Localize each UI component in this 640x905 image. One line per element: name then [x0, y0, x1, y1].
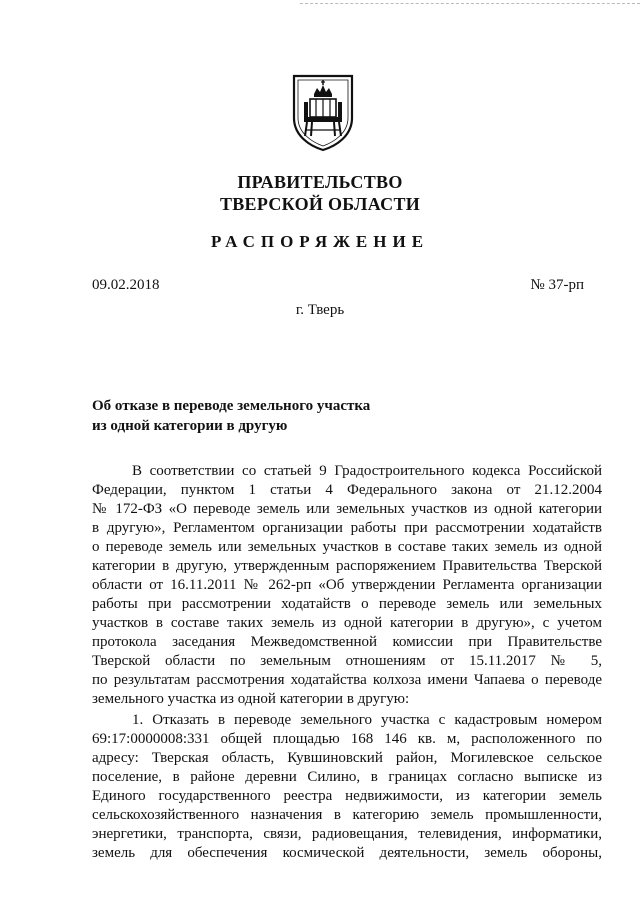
- body-text-line: протокола заседания Межведомственной комиссии при Правительстве: [92, 634, 602, 650]
- body-text-line: в другую», Регламентом организации работы при рассмотрении ходатайств: [92, 520, 602, 536]
- document-subject: [92, 396, 370, 436]
- scan-artifact-line: [300, 3, 640, 6]
- government-title-line1: ПРАВИТЕЛЬСТВО: [237, 172, 403, 192]
- body-text-line: области от 16.11.2011 № 262-рп «Об утверждении Регламента организации: [92, 577, 602, 593]
- body-text-line: адресу: Тверская область, Кувшиновский район, Могилевское сельское: [92, 750, 602, 766]
- body-text-line: участков в составе таких земель из одной категории в другую», с учетом: [92, 615, 602, 631]
- body-text-line: Федерации, пунктом 1 статьи 4 Федерального закона от 21.12.2004: [92, 482, 602, 498]
- body-text-line: поселение, в районе деревни Силино, в границах согласно выписке из: [92, 769, 602, 785]
- body-text-line: сельскохозяйственного назначения в категорию земель промышленности,: [92, 807, 602, 823]
- tver-coat-of-arms-icon: [290, 72, 356, 152]
- subject-line: Об отказе в переводе земельного участка: [92, 398, 371, 414]
- government-title-line2: ТВЕРСКОЙ ОБЛАСТИ: [219, 194, 421, 214]
- body-text-line: земель для обеспечения космической деятельности, земель обороны,: [92, 845, 602, 861]
- body-text-line: энергетики, транспорта, связи, радиовещания, телевидения, информатики,: [92, 826, 602, 842]
- document-date: 09.02.2018: [92, 277, 160, 293]
- body-text-line: 69:17:0000008:331 общей площадью 168 146 кв. м, расположенного по: [92, 731, 602, 747]
- body-text-line: земельного участка из одной категории в другую:: [92, 691, 410, 707]
- body-text-line: В соответствии со статьей 9 Градостроительного кодекса Российской: [132, 463, 602, 479]
- body-text-line: № 172-ФЗ «О переводе земель или земельных участков из одной категории: [92, 501, 602, 517]
- body-text-line: Единого государственного реестра недвижимости, из категории земель: [92, 788, 602, 804]
- document-number: № 37-рп: [530, 277, 584, 293]
- document-type-heading: РАСПОРЯЖЕНИЕ: [210, 232, 430, 251]
- body-text-line: Тверской области по земельным отношениям от 15.11.2017 № 5,: [92, 653, 602, 669]
- subject-line: из одной категории в другую: [92, 418, 288, 434]
- body-text-line: о переводе земель или земельных участков в составе таких земель из одной: [92, 539, 602, 555]
- body-text-line: 1. Отказать в переводе земельного участка с кадастровым номером: [132, 712, 602, 728]
- body-text-line: по результатам рассмотрения ходатайства колхоза имени Чапаева о переводе: [92, 672, 602, 688]
- body-text-line: работы при рассмотрении ходатайств о переводе земель или земельных: [92, 596, 602, 612]
- body-text-line: категории в другую, утвержденным распоряжением Правительства Тверской: [92, 558, 602, 574]
- document-city: г. Тверь: [295, 302, 345, 318]
